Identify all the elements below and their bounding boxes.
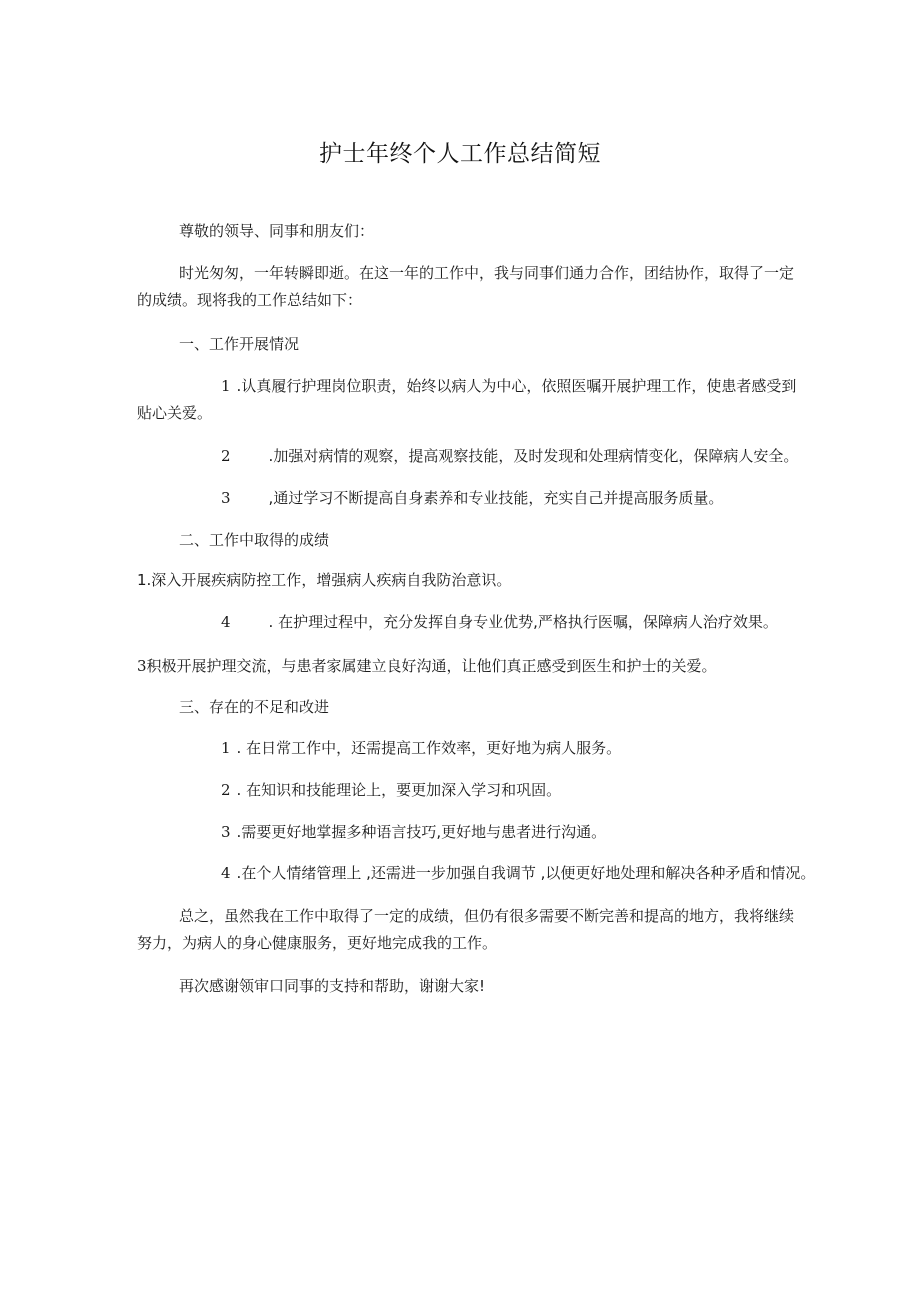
item-text: .需要更好地掌握多种语言技巧,更好地与患者进行沟通。	[236, 823, 607, 841]
item-number: 2	[221, 447, 231, 465]
section2-item-3	[137, 653, 797, 680]
item-number: 1	[221, 377, 231, 395]
section3-item-4	[137, 860, 816, 887]
item-number: 3	[137, 657, 147, 675]
item-text: . 在知识和技能理论上，要更加深入学习和巩固。	[236, 781, 562, 799]
item-number: 4	[221, 613, 231, 631]
section1-item-3	[137, 485, 797, 512]
section3-heading: 三、存在的不足和改进	[179, 698, 330, 716]
item-number: 3	[221, 823, 231, 841]
item-number: 4	[221, 864, 231, 882]
item-text: .在个人情绪管理上 ,还需进一步加强自我调节 ,以便更好地处理和解决各种矛盾和情况。	[236, 864, 816, 882]
item-text: .认真履行护理岗位职责，始终以病人为中心，依照医嘱开展护理工作，使患者感受到贴心关爱。	[137, 377, 797, 422]
section1-heading: 一、工作开展情况	[179, 335, 300, 353]
section2-heading: 二、工作中取得的成绩	[179, 531, 330, 549]
section2-item-1	[137, 567, 797, 594]
item-number: 2	[221, 781, 231, 799]
document-title: 护士年终个人工作总结简短	[319, 141, 601, 167]
section1-item-2	[137, 443, 797, 470]
section1-item-1	[137, 373, 797, 427]
item-text: ,通过学习不断提高自身素养和专业技能，充实自己并提高服务质量。	[268, 489, 724, 507]
section3-item-1	[137, 735, 797, 762]
section3-item-2	[137, 777, 797, 804]
closing-line: 再次感谢领审口同事的支持和帮助，谢谢大家!	[179, 977, 486, 995]
item-number: 1	[221, 739, 231, 757]
item-text: 积极开展护理交流，与患者家属建立良好沟通，让他们真正感受到医生和护士的关爱。	[146, 657, 717, 675]
section3-item-3	[137, 819, 797, 846]
item-text: 1.深入开展疾病防控工作，增强病人疾病自我防治意识。	[137, 571, 512, 589]
item-text: . 在护理过程中，充分发挥自身专业优势,严格执行医嘱，保障病人治疗效果。	[268, 613, 778, 631]
item-number: 3	[221, 489, 231, 507]
section2-item-2	[137, 609, 797, 636]
item-text: . 在日常工作中，还需提高工作效率，更好地为病人服务。	[236, 739, 622, 757]
salutation: 尊敬的领导、同事和朋友们：	[179, 222, 375, 240]
conclusion-paragraph: 总之，虽然我在工作中取得了一定的成绩，但仍有很多需要不断完善和提高的地方，我将继续努力，为病人的身心健康服务，更好地完成我的工作。	[137, 907, 795, 952]
intro-paragraph: 时光匆匆，一年转瞬即逝。在这一年的工作中，我与同事们通力合作，团结协作，取得了一定的成绩。现将我的工作总结如下：	[137, 264, 795, 309]
item-text: .加强对病情的观察，提高观察技能，及时发现和处理病情变化，保障病人安全。	[268, 447, 799, 465]
